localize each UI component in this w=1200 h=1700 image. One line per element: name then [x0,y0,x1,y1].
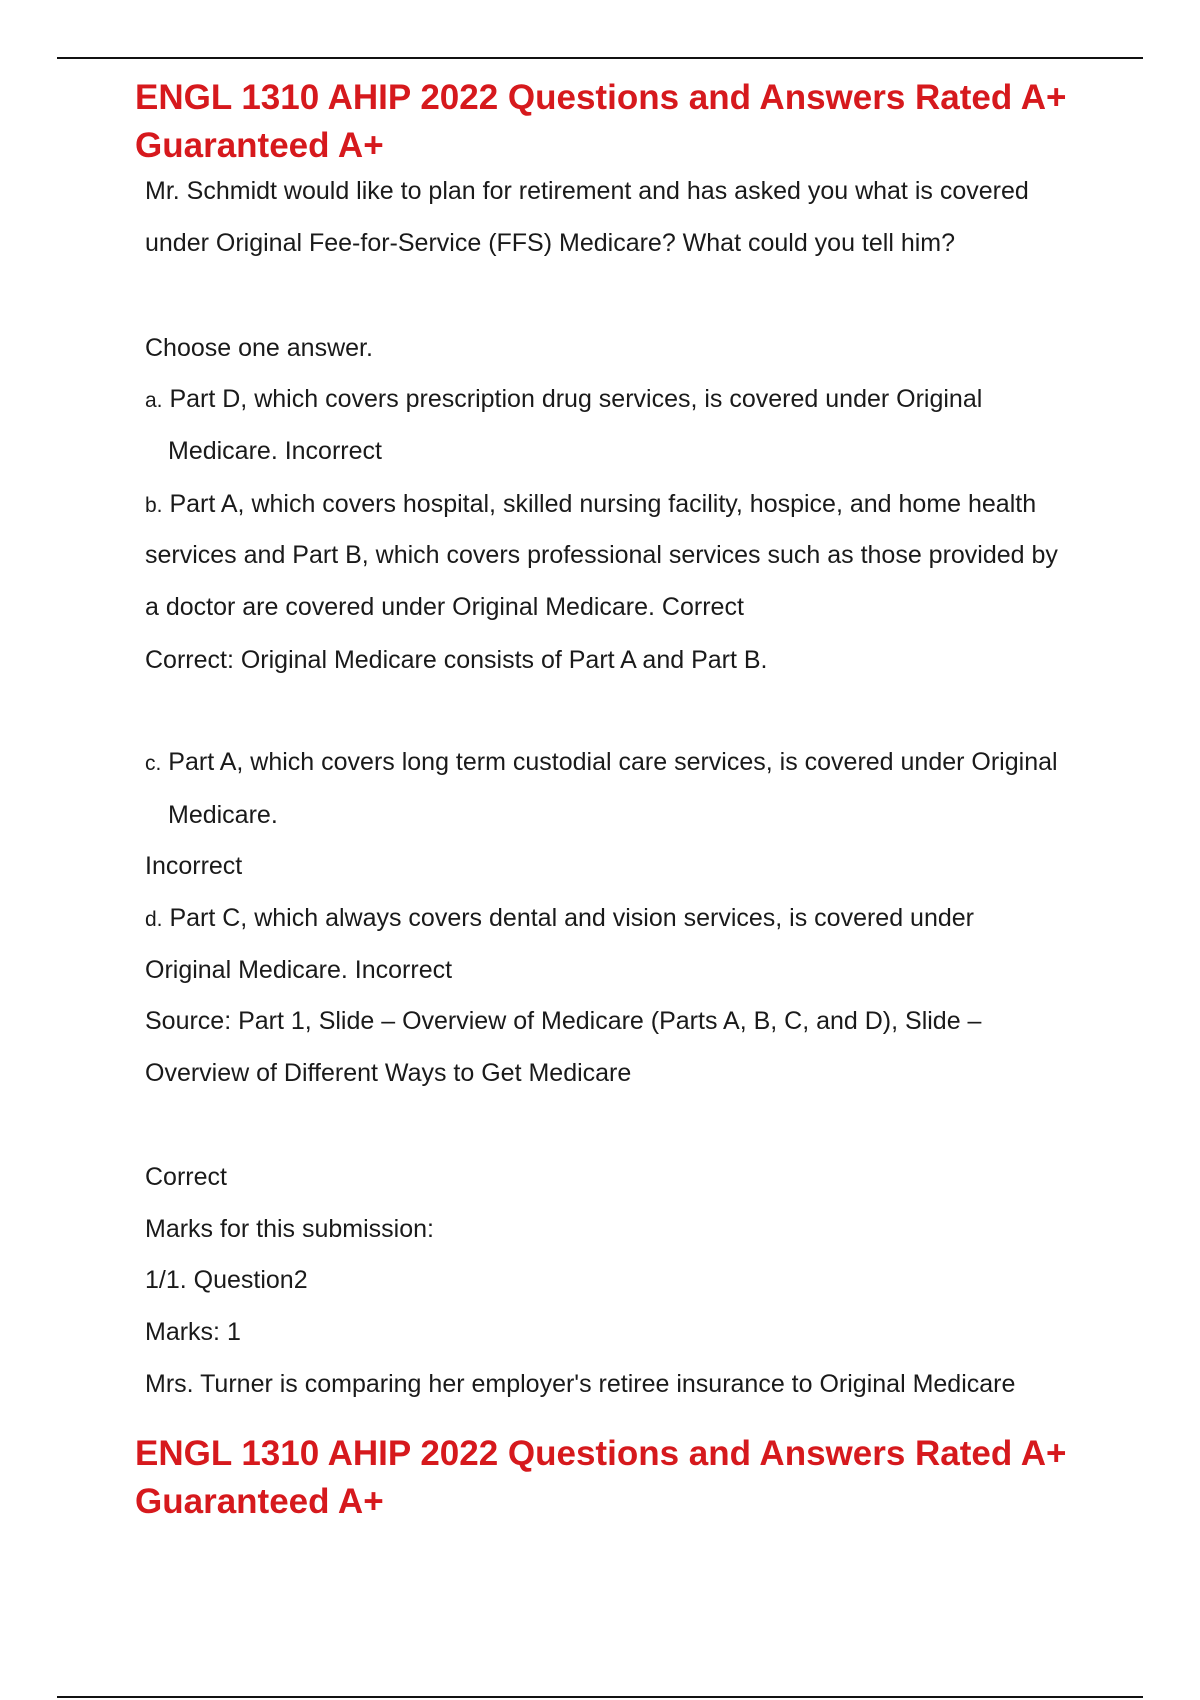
top-rule [57,57,1143,59]
bottom-rule [57,1696,1143,1698]
option-b-feedback: Correct: Original Medicare consists of Part A and Part B. [145,646,768,674]
option-d [145,901,974,937]
option-c-feedback: Incorrect [145,852,243,880]
source-text-line-1: Source: Part 1, Slide – Overview of Medicare (Parts A, B, C, and D), Slide – [145,1007,982,1035]
page-title: ENGL 1310 AHIP 2022 Questions and Answers Rated A+ Guaranteed A+ [135,78,1067,165]
instruction-text: Choose one answer. [145,334,373,362]
option-c [145,745,1058,781]
option-b-letter: b. [145,494,163,517]
marks-label: Marks for this submission: [145,1215,434,1243]
marks-score: 1/1. Question2 [145,1266,308,1294]
option-a-text: Part D, which covers prescription drug services, is covered under Original [162,385,983,413]
result-text: Correct [145,1163,227,1191]
option-d-text-line-2: Original Medicare. Incorrect [145,956,453,984]
option-d-text: Part C, which always covers dental and vision services, is covered under [162,904,974,932]
option-b-text-line-3: a doctor are covered under Original Medicare. Correct [145,593,744,621]
option-c-letter: c. [145,752,162,775]
option-a-letter: a. [145,389,163,412]
question-text-line-1: Mr. Schmidt would like to plan for retirement and has asked you what is covered [145,177,1029,205]
source-text-line-2: Overview of Different Ways to Get Medicare [145,1059,632,1087]
option-a [145,382,982,418]
option-c-text-line-2: Medicare. [168,801,278,829]
option-d-letter: d. [145,908,163,931]
next-question-text: Mrs. Turner is comparing her employer's retiree insurance to Original Medicare [145,1370,1016,1398]
option-c-text: Part A, which covers long term custodial care services, is covered under Original [161,748,1058,776]
marks-total: Marks: 1 [145,1318,241,1346]
page-footer-title: ENGL 1310 AHIP 2022 Questions and Answers Rated A+ Guaranteed A+ [135,1434,1067,1521]
option-b-text: Part A, which covers hospital, skilled nursing facility, hospice, and home health [162,490,1037,518]
option-b-text-line-2: services and Part B, which covers professional services such as those provided by [145,541,1058,569]
option-b [145,487,1036,523]
option-a-text-line-2: Medicare. Incorrect [168,437,382,465]
question-text-line-2: under Original Fee-for-Service (FFS) Medicare? What could you tell him? [145,229,956,257]
